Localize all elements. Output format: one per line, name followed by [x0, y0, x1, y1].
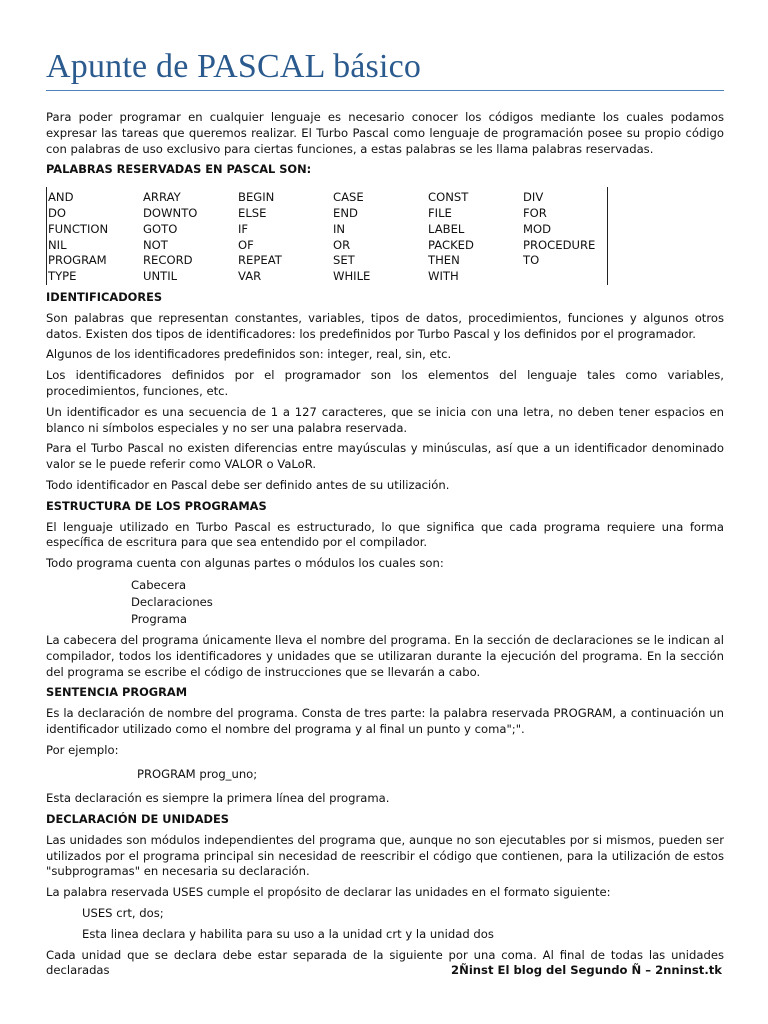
- reserved-word: OF: [238, 237, 254, 252]
- unidades-p2: La palabra reservada USES cumple el propósito de declarar las unidades en el formato siguiente:: [46, 885, 611, 900]
- reserved-word: MOD: [523, 221, 552, 236]
- program-code-example: PROGRAM prog_uno;: [137, 766, 258, 781]
- uses-code-note: Esta linea declara y habilita para su uso a la unidad crt y la unidad dos: [82, 926, 494, 941]
- reserved-word: PROCEDURE: [523, 237, 596, 252]
- program-parts-list: [131, 577, 724, 628]
- title-rule: [46, 90, 724, 91]
- page-title: Apunte de PASCAL básico: [46, 48, 422, 85]
- program-p2: Por ejemplo:: [46, 742, 119, 757]
- reserved-word: FUNCTION: [48, 221, 109, 236]
- reserved-word: FILE: [428, 205, 452, 220]
- identificadores-p4: Un identificador es una secuencia de 1 a 127 caracteres, que se inicia con una letra, no deben tener espacios en blanco ni símbolos especiales y no ser una palabra reservada.: [46, 404, 724, 435]
- reserved-word: OR: [333, 237, 351, 252]
- unidades-p1: Las unidades son módulos independientes del programa que, aunque no son ejecutables por si mismos, pueden ser utilizados por el programa principal sin necesidad de reescribir el código que contienen, para la utilización de estos "subprogramas" en necesaria su declaración.: [46, 832, 724, 879]
- reserved-words-table: [46, 187, 608, 285]
- reserved-word: TO: [523, 253, 540, 268]
- identificadores-p2: Algunos de los identificadores predefinidos son: integer, real, sin, etc.: [46, 347, 452, 362]
- reserved-word: BEGIN: [238, 190, 275, 205]
- reserved-word: WHILE: [333, 269, 371, 284]
- reserved-word: TYPE: [48, 269, 77, 284]
- reserved-word: END: [333, 205, 358, 220]
- reserved-word: CONST: [428, 190, 469, 205]
- reserved-words-heading: PALABRAS RESERVADAS EN PASCAL SON:: [46, 162, 312, 177]
- list-item: Declaraciones: [131, 594, 213, 609]
- program-heading: SENTENCIA PROGRAM: [46, 685, 188, 700]
- reserved-word: UNTIL: [143, 269, 178, 284]
- reserved-word: ARRAY: [143, 190, 181, 205]
- intro-paragraph: Para poder programar en cualquier lenguaje es necesario conocer los códigos mediante los cuales podamos expresar las tareas que queremos realizar. El Turbo Pascal como lenguaje de programación posee su propio código con palabras de uso exclusivo para ciertas funciones, a estas palabras se les llama palabras reservadas.: [46, 110, 724, 156]
- reserved-word: AND: [48, 190, 74, 205]
- reserved-word: DIV: [523, 190, 544, 205]
- identificadores-p3: Los identificadores definidos por el programador son los elementos del lenguaje tales como variables, procedimientos, funciones, etc.: [46, 368, 724, 398]
- identificadores-p5: Para el Turbo Pascal no existen diferencias entre mayúsculas y minúsculas, así que a un identificador denominado valor se le puede referir como VALOR o VaLoR.: [46, 441, 724, 472]
- list-item: Programa: [131, 611, 188, 626]
- reserved-word: CASE: [333, 190, 364, 205]
- document-body: [46, 110, 724, 984]
- reserved-word: WITH: [428, 269, 459, 284]
- reserved-word: REPEAT: [238, 253, 282, 268]
- footer-blog-credit: 2Ñinst El blog del Segundo Ñ – 2nninst.tk: [451, 963, 722, 977]
- reserved-word: THEN: [428, 253, 460, 268]
- estructura-p1: El lenguaje utilizado en Turbo Pascal es estructurado, lo que significa que cada programa requiere una forma específica de escritura para que sea entendido por el compilador.: [46, 519, 724, 550]
- reserved-word: ELSE: [238, 205, 267, 220]
- reserved-word: PROGRAM: [48, 253, 107, 268]
- reserved-word: RECORD: [143, 253, 193, 268]
- estructura-p3: La cabecera del programa únicamente lleva el nombre del programa. En la sección de declaraciones se le indican al compilador, todos los identificadores y unidades que se utilizaran durante la ejecución del programa. En la sección del programa se escribe el código de instrucciones que se llevarán a cabo.: [46, 632, 724, 679]
- identificadores-heading: IDENTIFICADORES: [46, 289, 163, 304]
- reserved-word: NIL: [48, 237, 67, 252]
- estructura-p2: Todo programa cuenta con algunas partes o módulos los cuales son:: [46, 556, 444, 571]
- program-p1: Es la declaración de nombre del programa. Consta de tres parte: la palabra reservada PROGRAM, a continuación un identificador utilizado como el nombre del programa y al final un punto y coma";".: [46, 706, 724, 736]
- reserved-word: IF: [238, 221, 249, 236]
- reserved-word: [522, 269, 617, 285]
- reserved-word: VAR: [238, 269, 262, 284]
- unidades-p3: Cada unidad que se declara debe estar separada de la siguiente por una coma. Al final de todas las unidades declaradas: [46, 947, 724, 978]
- reserved-word: NOT: [143, 237, 168, 252]
- identificadores-p1: Son palabras que representan constantes, variables, tipos de datos, procedimientos, funciones y algunos otros datos. Existen dos tipos de identificadores: los predefinidos por Turbo Pascal y los definidos por el programador.: [46, 310, 724, 341]
- reserved-word: DOWNTO: [143, 205, 198, 220]
- unidades-heading: DECLARACIÓN DE UNIDADES: [46, 812, 229, 827]
- reserved-word: FOR: [523, 205, 547, 220]
- list-item: Cabecera: [131, 577, 187, 592]
- reserved-word: PACKED: [428, 237, 474, 252]
- reserved-word: DO: [48, 205, 67, 220]
- estructura-heading: ESTRUCTURA DE LOS PROGRAMAS: [46, 498, 267, 513]
- identificadores-p6: Todo identificador en Pascal debe ser definido antes de su utilización.: [46, 477, 450, 492]
- program-p3: Esta declaración es siempre la primera línea del programa.: [46, 791, 390, 806]
- uses-code-example: USES crt, dos;: [82, 906, 164, 921]
- reserved-word: IN: [333, 221, 346, 236]
- reserved-word: SET: [333, 253, 355, 268]
- reserved-word: LABEL: [428, 221, 465, 236]
- reserved-word: GOTO: [143, 221, 178, 236]
